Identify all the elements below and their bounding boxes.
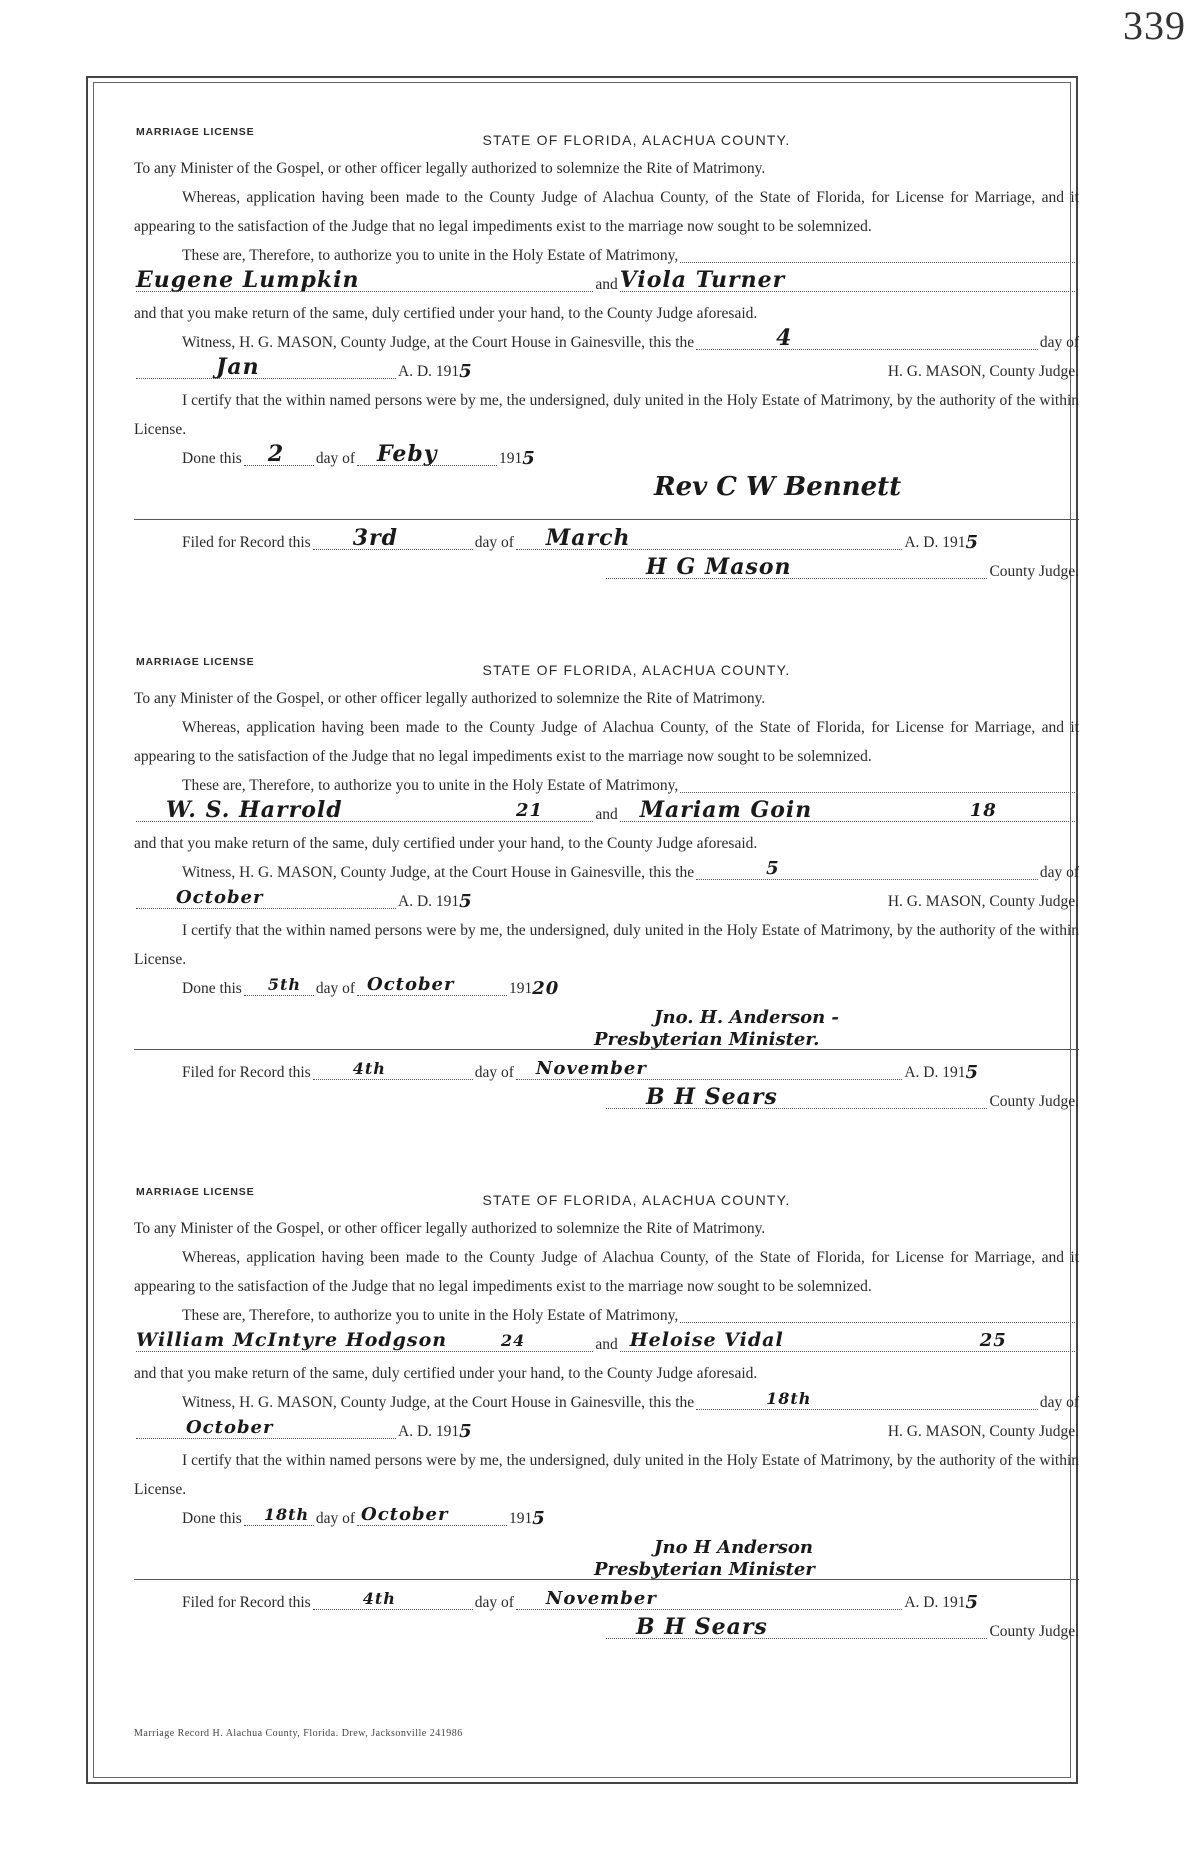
filed-ad-text: A. D. 191 [904,534,966,551]
certify-clause: I certify that the within named persons were by me, the undersigned, duly united in the Holy Estate of Matrimony, by the authority of the within License. [134,392,1079,438]
filed-month: March [545,525,631,551]
certify-clause: I certify that the within named persons were by me, the undersigned, duly united in the Holy Estate of Matrimony, by the authority of the within License. [134,922,1079,968]
groom-age: 21 [516,800,544,821]
witness-text: Witness, H. G. MASON, County Judge, at the Court House in Gainesville, this the [182,334,695,351]
whereas-clause: Whereas, application having been made to the County Judge of Alachua County, of the State of Florida, for License for Marriage, and it appearing to the satisfaction of the Judge that no legal impediments exist to the marriage now sought to be solemnized. [134,719,1079,765]
done-month: October [361,1504,449,1525]
officiant-signature: Jno. H. Anderson - [654,1007,839,1028]
groom-name: William McIntyre Hodgson [136,1329,448,1351]
done-line [134,974,1079,1003]
county-judge-text: County Judge. [989,1093,1079,1110]
these-are-text: These are, Therefore, to authorize you to unite in the Holy Estate of Matrimony, [182,777,679,794]
done-year-prefix: 191 [509,1510,533,1527]
certify-clause: I certify that the within named persons were by me, the undersigned, duly united in the Holy Estate of Matrimony, by the authority of the within License. [134,1452,1079,1498]
done-day-of-text: day of [315,1510,356,1527]
filed-line [134,1058,1079,1087]
divider-rule [134,519,1079,520]
witness-day: 4 [776,325,793,351]
page-number: 339 [1123,3,1186,48]
done-year: 20 [532,978,560,999]
done-line [134,441,1079,473]
done-line [134,1504,1079,1533]
witness-month-line [134,1417,1079,1446]
filed-ad-text: A. D. 191 [904,1064,966,1081]
done-day-of-text: day of [315,450,356,467]
filed-day-of-text: day of [474,534,514,551]
license-heading: STATE OF FLORIDA, ALACHUA COUNTY. [482,1192,791,1208]
footer-imprint: Marriage Record H. Alachua County, Florida. Drew, Jacksonville 241986 [134,1728,463,1739]
filed-day: 4th [362,1589,396,1608]
officiant-signature-area [134,1003,1079,1050]
witness-month: October [176,887,264,908]
officiant-signature-area [134,1533,1079,1580]
witness-text: Witness, H. G. MASON, County Judge, at the Court House in Gainesville, this the [182,864,695,881]
filed-text: Filed for Record this [182,1594,311,1611]
done-day: 18th [263,1505,310,1524]
names-line [134,267,1079,299]
done-this-text: Done this [182,1510,242,1527]
filed-ad-text: A. D. 191 [904,1594,966,1611]
groom-age: 24 [501,1331,526,1350]
names-line [134,797,1079,829]
witness-day: 5 [766,858,780,879]
filed-line [134,525,1079,557]
license-label: MARRIAGE LICENSE [136,126,255,138]
ad-text: A. D. 191 [398,1423,460,1440]
filed-day: 3rd [352,525,398,551]
county-judge-line [134,1084,1079,1116]
officiant-signature: Jno H Anderson [654,1537,813,1558]
and-text: and [595,276,618,293]
license-heading: STATE OF FLORIDA, ALACHUA COUNTY. [482,132,791,148]
bride-name: Heloise Vidal [629,1329,784,1351]
filed-day-of-text: day of [474,1594,514,1611]
these-are-text: These are, Therefore, to authorize you to unite in the Holy Estate of Matrimony, [182,1307,679,1324]
whereas-clause: Whereas, application having been made to the County Judge of Alachua County, of the State of Florida, for License for Marriage, and it appearing to the satisfaction of the Judge that no legal impediments exist to the marriage now sought to be solemnized. [134,1249,1079,1295]
bride-age: 25 [979,1330,1007,1351]
and-text: and [595,806,618,823]
filed-text: Filed for Record this [182,534,311,551]
witness-line [134,858,1079,887]
done-this-text: Done this [182,450,242,467]
county-judge-text: County Judge. [989,1623,1079,1640]
witness-month-line [134,887,1079,916]
county-judge-line [134,1614,1079,1646]
bride-name: Viola Turner [619,267,786,293]
to-any-minister: To any Minister of the Gospel, or other officer legally authorized to solemnize the Rite of Matrimony. [134,690,766,707]
witness-year: 5 [459,361,473,382]
judge-text: H. G. MASON, County Judge. [887,1423,1079,1440]
ad-text: A. D. 191 [398,893,460,910]
license-label: MARRIAGE LICENSE [136,1186,255,1198]
county-judge-text: County Judge. [989,563,1079,580]
filed-day: 4th [352,1059,386,1078]
witness-line [134,325,1079,357]
and-text: and [595,1336,618,1353]
judge-text: H. G. MASON, County Judge. [887,893,1079,910]
filed-line [134,1588,1079,1617]
day-of-text: day of [1039,334,1079,351]
license-label: MARRIAGE LICENSE [136,656,255,668]
names-line [134,1330,1079,1359]
officiant-title: Presbyterian Minister. [594,1029,820,1050]
judge-text: H. G. MASON, County Judge. [887,363,1079,380]
marriage-license-3 [134,1178,1079,1646]
whereas-clause: Whereas, application having been made to the County Judge of Alachua County, of the State of Florida, for License for Marriage, and it appearing to the satisfaction of the Judge that no legal impediments exist to the marriage now sought to be solemnized. [134,189,1079,235]
filed-day-of-text: day of [474,1064,514,1081]
groom-name: Eugene Lumpkin [136,267,360,293]
officiant-title: Presbyterian Minister [594,1559,815,1580]
done-day: 5th [267,975,301,994]
done-year-prefix: 191 [509,980,533,997]
to-any-minister: To any Minister of the Gospel, or other officer legally authorized to solemnize the Rite of Matrimony. [134,1220,766,1237]
witness-month: Jan [216,354,260,380]
filed-month: November [535,1058,647,1079]
witness-year: 5 [459,891,473,912]
done-year: 5 [532,1508,546,1529]
bride-age: 18 [969,800,997,821]
filed-year: 5 [965,1592,979,1613]
done-day-of-text: day of [315,980,356,997]
witness-month-line [134,354,1079,386]
judge-signature: H G Mason [646,554,792,580]
witness-text: Witness, H. G. MASON, County Judge, at the Court House in Gainesville, this the [182,1394,695,1411]
return-clause: and that you make return of the same, duly certified under your hand, to the County Judge aforesaid. [134,305,758,322]
bride-name: Mariam Goin [639,797,813,823]
filed-year: 5 [965,532,979,553]
done-this-text: Done this [182,980,242,997]
these-are-text: These are, Therefore, to authorize you to unite in the Holy Estate of Matrimony, [182,247,679,264]
ad-text: A. D. 191 [398,363,460,380]
officiant-signature: Rev C W Bennett [654,472,902,502]
judge-signature: B H Sears [646,1084,778,1110]
witness-year: 5 [459,1421,473,1442]
license-heading: STATE OF FLORIDA, ALACHUA COUNTY. [482,662,791,678]
groom-name: W. S. Harrold [166,797,343,823]
marriage-license-2 [134,648,1079,1116]
return-clause: and that you make return of the same, duly certified under your hand, to the County Judge aforesaid. [134,835,758,852]
marriage-license-1 [134,118,1079,586]
judge-signature: B H Sears [636,1614,768,1640]
witness-month: October [186,1417,274,1438]
filed-text: Filed for Record this [182,1064,311,1081]
witness-line [134,1388,1079,1417]
filed-month: November [545,1588,657,1609]
return-clause: and that you make return of the same, duly certified under your hand, to the County Judge aforesaid. [134,1365,758,1382]
done-month: October [367,974,455,995]
day-of-text: day of [1039,864,1079,881]
done-day: 2 [267,441,285,467]
to-any-minister: To any Minister of the Gospel, or other officer legally authorized to solemnize the Rite of Matrimony. [134,160,766,177]
officiant-signature-area [134,473,1079,517]
done-year-prefix: 191 [499,450,523,467]
witness-day: 18th [766,1389,812,1408]
done-year: 5 [522,448,536,469]
filed-year: 5 [965,1062,979,1083]
county-judge-line [134,554,1079,586]
done-month: Feby [377,441,438,467]
day-of-text: day of [1039,1394,1079,1411]
